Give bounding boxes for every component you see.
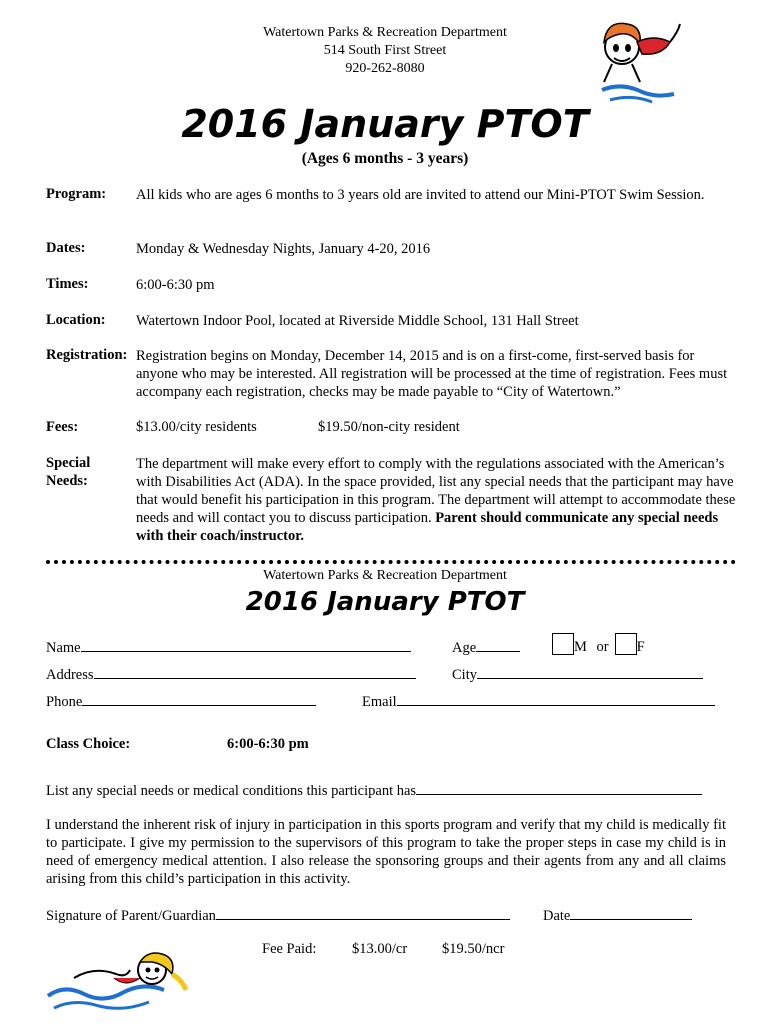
date-label: Date: [543, 908, 571, 924]
female-checkbox[interactable]: [615, 633, 637, 655]
special-needs-text: [136, 455, 736, 545]
age-label: Age: [452, 640, 477, 656]
dates-label: Dates:: [46, 240, 86, 256]
special-label-2: Needs:: [46, 473, 88, 489]
phone-row: [46, 691, 316, 711]
special-label-1: Special: [46, 455, 91, 471]
special-needs-label: List any special needs or medical conditions this participant has: [46, 783, 417, 799]
city-field[interactable]: [477, 664, 703, 679]
name-field[interactable]: [81, 637, 411, 652]
special-needs-body: The department will make every effort to comply with the regulations associated with the American’s with Disabilities Act (ADA). In the space provided, list any special needs that the participant may have that would benefit his participation in this program. The department will attempt to accommodate these needs and will contact you to discuss participation.: [136, 456, 736, 526]
address-row: [46, 664, 416, 684]
class-choice-label: Class Choice:: [46, 736, 131, 752]
form-title: 2016 January PTOT: [245, 587, 525, 617]
special-needs-row: [46, 780, 702, 800]
times-text: 6:00-6:30 pm: [136, 277, 215, 293]
page-title: 2016 January PTOT: [181, 102, 589, 146]
swimmer-girl-clipart: [44, 948, 194, 1018]
date-field[interactable]: [570, 905, 692, 920]
city-label: City: [452, 667, 477, 683]
fee-noncity: $19.50/non-city resident: [318, 419, 460, 435]
or-label: or: [596, 639, 609, 655]
gender-row: [546, 633, 645, 656]
address-field[interactable]: [94, 664, 416, 679]
name-label: Name: [46, 640, 81, 656]
fee-paid-ncr: $19.50/ncr: [442, 941, 505, 957]
header-address: 514 South First Street: [323, 43, 447, 58]
age-field[interactable]: [476, 637, 520, 652]
header-dept: Watertown Parks & Recreation Department: [263, 25, 507, 40]
registration-text: Registration begins on Monday, December 14, 2015 and is on a first-come, first-served basis for anyone who may be interested. All registration will be processed at the time of registration. Fees must accompany each registration, checks may be made payable to “City of Watertown.”: [136, 348, 728, 400]
female-label: F: [636, 639, 645, 655]
fees-label: Fees:: [46, 419, 79, 435]
date-row: [543, 905, 692, 925]
age-row: [452, 637, 520, 657]
name-row: [46, 637, 411, 657]
program-label: Program:: [46, 186, 107, 202]
location-text: Watertown Indoor Pool, located at Riverside Middle School, 131 Hall Street: [136, 313, 579, 329]
class-choice-value: 6:00-6:30 pm: [227, 736, 309, 752]
special-needs-bold: Parent should communicate any special needs with their coach/instructor.: [136, 510, 719, 544]
program-text: All kids who are ages 6 months to 3 years old are invited to attend our Mini-PTOT Swim Session.: [136, 187, 705, 203]
phone-field[interactable]: [82, 691, 316, 706]
special-needs-field[interactable]: [416, 780, 702, 795]
email-row: [362, 691, 715, 711]
registration-label: Registration:: [46, 347, 128, 363]
dates-text: Monday & Wednesday Nights, January 4-20, 2016: [136, 241, 431, 257]
male-checkbox[interactable]: [552, 633, 574, 655]
city-row: [452, 664, 703, 684]
phone-label: Phone: [46, 694, 83, 710]
address-label: Address: [46, 667, 94, 683]
signature-row: [46, 905, 510, 925]
fee-paid-label: Fee Paid:: [262, 941, 317, 957]
location-label: Location:: [46, 312, 106, 328]
times-label: Times:: [46, 276, 89, 292]
fee-paid-cr: $13.00/cr: [352, 941, 408, 957]
swimmer-kid-clipart: [582, 12, 682, 107]
header-phone: 920-262-8080: [345, 61, 425, 76]
email-label: Email: [362, 694, 397, 710]
signature-label: Signature of Parent/Guardian: [46, 908, 216, 924]
form-dept: Watertown Parks & Recreation Department: [263, 568, 507, 583]
male-label: M: [574, 639, 587, 655]
ages-subtitle: (Ages 6 months - 3 years): [301, 150, 469, 167]
fee-city: $13.00/city residents: [136, 419, 257, 435]
tear-off-divider: [46, 560, 736, 564]
signature-field[interactable]: [216, 905, 510, 920]
email-field[interactable]: [397, 691, 715, 706]
waiver-text: I understand the inherent risk of injury in participation in this sports program and verify that my child is medically fit to participate. I give my permission to the supervisors of this program to take the proper steps in case my child is in need of emergency medical attention. I also release the sponsoring groups and their agents from any and all claims arising from this child’s participation in this activity.: [46, 817, 726, 887]
